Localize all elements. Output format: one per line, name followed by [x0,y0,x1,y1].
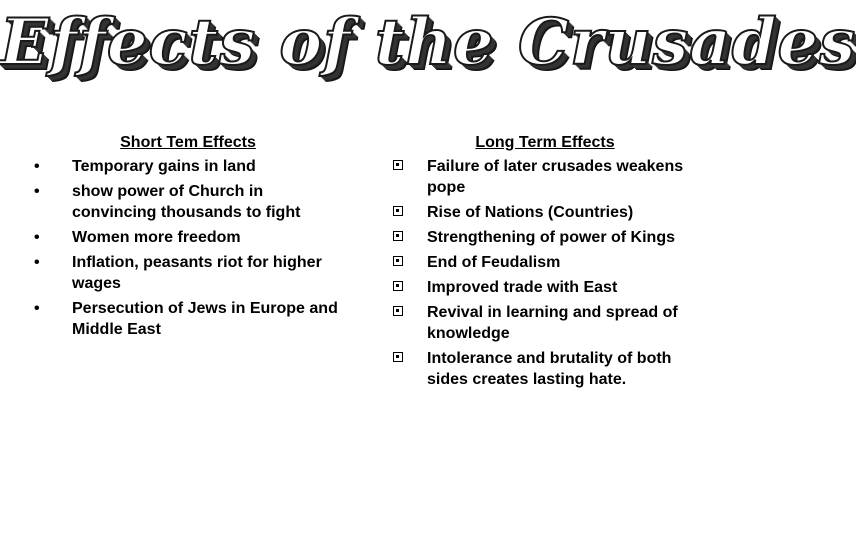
list-item-text: Revival in learning and spread of knowledge [427,304,678,342]
long-term-heading: Long Term Effects [475,134,615,151]
list-item [385,227,705,248]
list-item [385,156,705,198]
bullet-dot-icon: • [34,229,40,246]
list-item-text: Strengthening of power of Kings [427,229,675,246]
list-item [385,252,705,273]
long-term-list [385,156,705,390]
list-item-text: Failure of later crusades weakens pope [427,158,684,196]
list-item-text: Rise of Nations (Countries) [427,204,634,221]
square-bullet-icon [393,352,403,362]
square-bullet-icon [393,281,403,291]
list-item-text: show power of Church in convincing thousands to fight [72,183,301,221]
list-item-text: Intolerance and brutality of both sides creates lasting hate. [427,350,672,388]
bullet-dot-icon: • [34,183,40,200]
square-bullet-icon [393,231,403,241]
list-item-text: Temporary gains in land [72,158,256,175]
list-item-text: Women more freedom [72,229,241,246]
list-item-text: Persecution of Jews in Europe and Middle East [72,300,338,338]
list-item [28,181,348,223]
square-bullet-icon [393,306,403,316]
square-bullet-icon [393,160,403,170]
list-item [28,298,348,340]
slide-title: Effects of the Crusades [0,5,856,80]
list-item [385,348,705,390]
bullet-dot-icon: • [34,254,40,271]
list-item [385,302,705,344]
list-item [28,252,348,294]
list-item [385,277,705,298]
square-bullet-icon [393,206,403,216]
bullet-dot-icon: • [34,300,40,317]
list-item-text: End of Feudalism [427,254,561,271]
square-bullet-icon [393,256,403,266]
list-item [28,156,348,177]
list-item [28,227,348,248]
list-item-text: Improved trade with East [427,279,618,296]
long-term-column [385,132,705,394]
list-item [385,202,705,223]
short-term-list [28,156,348,340]
short-term-heading: Short Tem Effects [120,134,256,151]
short-term-column [28,132,348,344]
list-item-text: Inflation, peasants riot for higher wages [72,254,322,292]
bullet-dot-icon: • [34,158,40,175]
